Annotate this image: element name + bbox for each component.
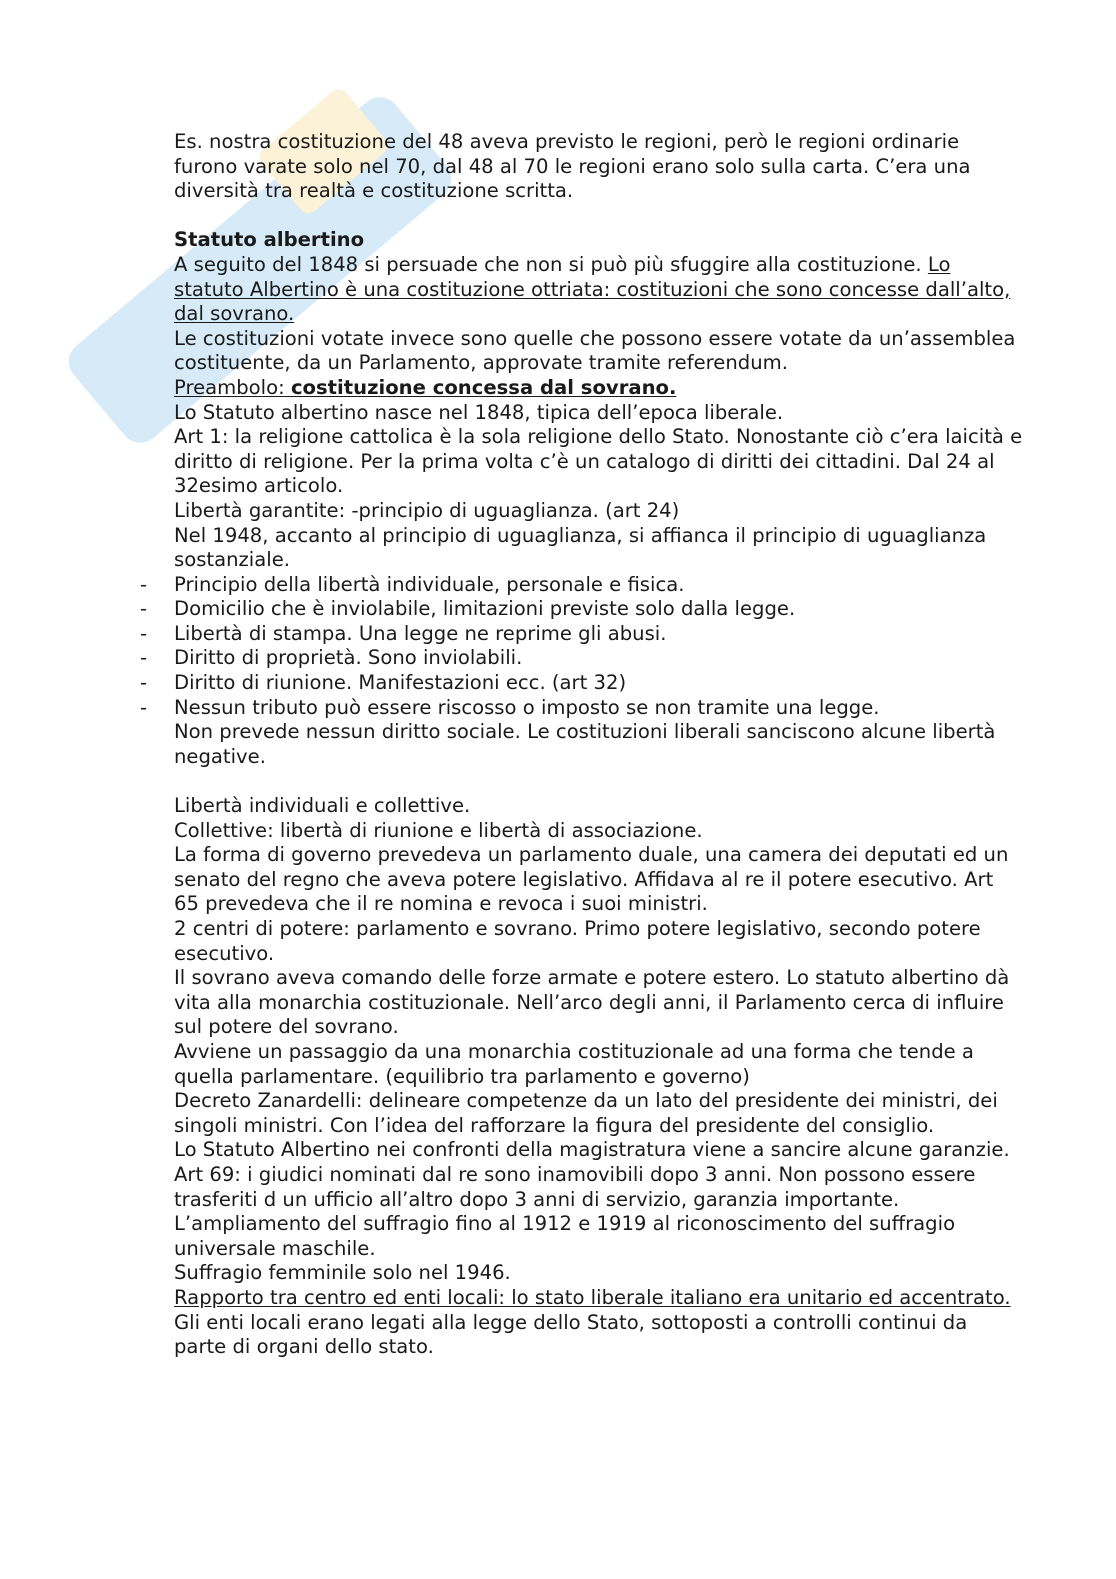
paragraph-enti-locali [174,1286,1024,1360]
bullet-dash: - [140,597,148,621]
list-item [140,671,1024,696]
paragraph-centri-potere: 2 centri di potere: parlamento e sovrano. Primo potere legislativo, secondo potere esecutivo. [174,917,981,965]
list-item-text: Libertà di stampa. Una legge ne reprime gli abusi. [174,621,667,645]
list-item-text: Nessun tributo può essere riscosso o imposto se non tramite una legge. [174,695,880,719]
bullet-dash: - [140,646,148,670]
underlined-text: Rapporto tra centro ed enti locali: lo stato liberale italiano era unitario ed accentrato. [174,1285,1011,1309]
paragraph-zanardelli: Decreto Zanardelli: delineare competenze da un lato del presidente dei ministri, dei singoli ministri. Con l’idea del rafforzare la figura del presidente del consiglio. [174,1089,998,1137]
paragraph-diritto-sociale: Non prevede nessun diritto sociale. Le costituzioni liberali sanciscono alcune libertà negative. [174,720,996,768]
list-item-text: Diritto di riunione. Manifestazioni ecc. (art 32) [174,671,627,695]
paragraph-art1: Art 1: la religione cattolica è la sola religione dello Stato. Nonostante ciò c’era laicità e diritto di religione. Per la prima volta c’è un catalogo di diritti dei cittadini. Dal 24 al 32esimo articolo. [174,425,1023,498]
bullet-dash: - [140,572,148,596]
section-heading: Statuto albertino [174,228,365,252]
bullet-dash: - [140,621,148,645]
paragraph-magistratura: Lo Statuto Albertino nei confronti della magistratura viene a sancire alcune garanzie. Art 69: i giudici nominati dal re sono inamovibili dopo 3 anni. Non possono essere trasferiti d un ufficio all’altro dopo 3 anni di servizio, garanzia importante. [174,1138,1010,1211]
underlined-text: Lo statuto Albertino è una costituzione ottriata: costituzioni che sono concesse dall’alto, dal sovrano. [174,252,1011,326]
list-item [140,646,1024,671]
list-item [140,695,1024,721]
list-item-text: Principio della libertà individuale, personale e fisica. [174,572,685,596]
bullet-list [140,572,1024,721]
paragraph-1948: Nel 1948, accanto al principio di uguaglianza, si affianca il principio di uguaglianza sostanziale. [174,523,987,572]
list-item-text: Domicilio che è inviolabile, limitazioni previste solo dalla legge. [174,597,796,621]
paragraph-suffragio: L’ampliamento del suffragio fino al 1912 e 1919 al riconoscimento del suffragio universale maschile. [174,1212,956,1260]
list-item [140,572,1024,598]
list-item-text: Diritto di proprietà. Sono inviolabili. [174,646,523,670]
paragraph-nascita: Lo Statuto albertino nasce nel 1848, tipica dell’epoca liberale. [174,400,784,424]
paragraph-intro: Es. nostra costituzione del 48 aveva previsto le regioni, però le regioni ordinarie furono varate solo nel 70, dal 48 al 70 le regioni erano solo sulla carta. C’era una diversità tra realtà e costituzione scritta. [174,130,971,203]
text-span: Gli enti locali erano legati alla legge dello Stato, sottoposti a controlli continui da parte di organi dello stato. [174,1310,968,1359]
list-item [140,621,1024,647]
preambolo-bold-text: costituzione concessa dal sovrano. [290,375,677,399]
paragraph-costituzioni-votate: Le costituzioni votate invece sono quelle che possono essere votate da un’assemblea costituente, da un Parlamento, approvate tramite referendum. [174,326,1016,375]
paragraph-preambolo [174,376,1024,401]
paragraph-suffragio-femminile: Suffragio femminile solo nel 1946. [174,1261,511,1285]
list-item [140,597,1024,622]
paragraph-forma-governo: La forma di governo prevedeva un parlamento duale, una camera dei deputati ed un senato del regno che aveva potere legislativo. Affidava al re il potere esecutivo. Art 65 prevedeva che il re nomina e revoca i suoi ministri. [174,843,1009,916]
preambolo-label: Preambolo: [174,375,291,399]
document-body [140,130,1024,1360]
paragraph-passaggio: Avviene un passaggio da una monarchia costituzionale ad una forma che tende a quella parlamentare. (equilibrio tra parlamento e governo) [174,1039,974,1088]
bullet-dash: - [140,695,148,719]
paragraph-collettive: Collettive: libertà di riunione e libertà di associazione. [174,818,703,842]
text-span: A seguito del 1848 si persuade che non si può più sfuggire alla costituzione. [174,252,928,276]
paragraph-sovrano: Il sovrano aveva comando delle forze armate e potere estero. Lo statuto albertino dà vita alla monarchia costituzionale. Nell’arco degli anni, il Parlamento cerca di influire sul potere del sovrano. [174,966,1010,1039]
paragraph-liberta-garantite: Libertà garantite: -principio di uguaglianza. (art 24) [174,498,680,522]
bullet-dash: - [140,671,148,695]
paragraph-statuto [174,253,1024,327]
paragraph-liberta-individuali: Libertà individuali e collettive. [174,794,471,818]
